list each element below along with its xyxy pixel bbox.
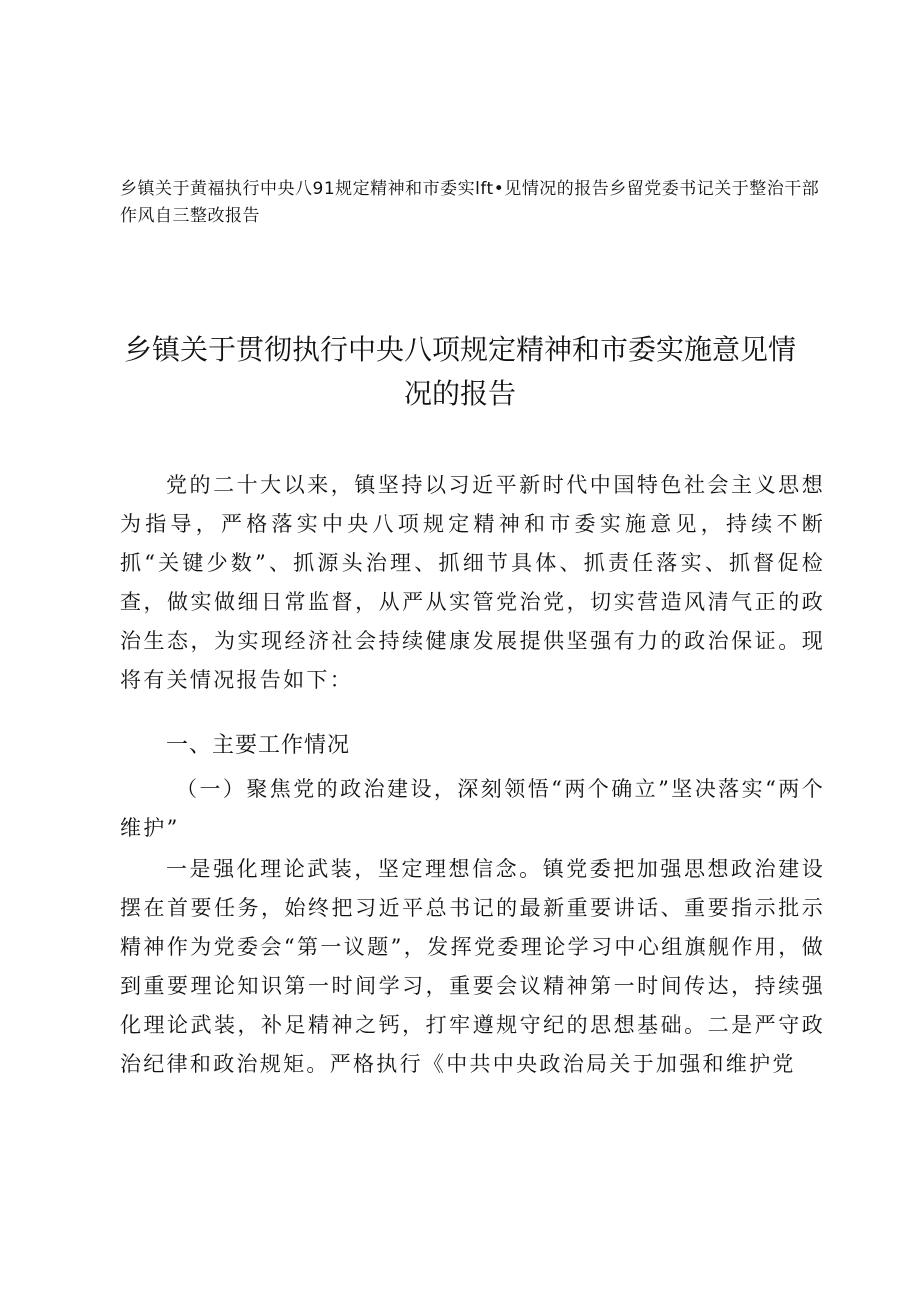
document-header-title: 乡镇关于黄福执行中央八91规定精神和市委实lft•见情况的报告乡留党委书记关于整治干部作风自三整改报告 (120, 179, 820, 226)
body-paragraph: 一是强化理论武装，坚定理想信念。镇党委把加强思想政治建设摆在首要任务，始终把习近平总书记的最新重要讲话、重要指示批示精神作为党委会“第一议题”，发挥党委理论学习中心组旗舰作用，做到重要理论知识第一时间学习，重要会议精神第一时间传达，持续强化理论武装，补足精神之钙，打牢遵规守纪的思想基础。二是严守政治纪律和政治规矩。严格执行《中共中央政治局关于加强和维护党 (120, 857, 825, 1076)
intro-paragraph: 党的二十大以来，镇坚持以习近平新时代中国特色社会主义思想为指导，严格落实中央八项规定精神和市委实施意见，持续不断抓“关键少数”、抓源头治理、抓细节具体、抓责任落实、抓督促检查，做实做细日常监督，从严从实管党治党，切实营造风清气正的政治生态，为实现经济社会持续健康发展提供坚强有力的政治保证。现将有关情况报告如下： (120, 473, 825, 692)
subheading: （一）聚焦党的政治建设，深刻领悟“两个确立”坚决落实“两个维护” (120, 777, 825, 840)
section-heading: 一、主要工作情况 (166, 733, 351, 758)
main-title: 乡镇关于贯彻执行中央八项规定精神和市委实施意见情况的报告 (123, 333, 796, 410)
